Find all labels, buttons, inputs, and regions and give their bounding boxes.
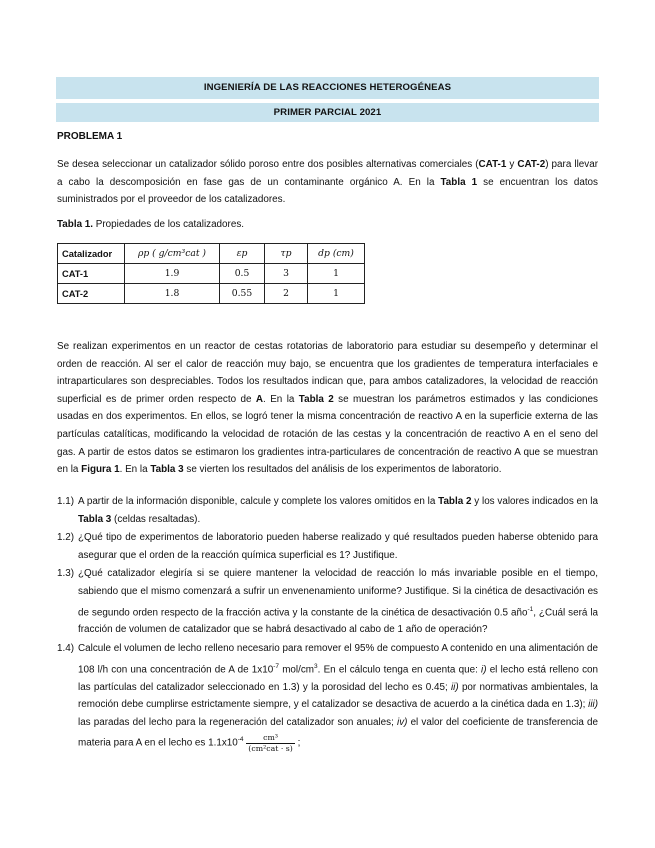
header-tortuosity: τp xyxy=(265,244,308,264)
document-subtitle: PRIMER PARCIAL 2021 xyxy=(56,103,599,122)
table-row xyxy=(58,264,365,284)
question-number: 1.1) xyxy=(57,496,75,507)
header-density: ρp ( g/cm³cat ) xyxy=(125,244,220,264)
header-catalizador: Catalizador xyxy=(58,244,125,264)
question-item: 1.4) Calcule el volumen de lecho relleno necesario para remover el 95% de compuesto A contenido en una alimentación de 108 l/h con una concentración de A de $1x10^{-7}$ mol/$cm^3$. En el cálculo tenga en cuenta que: i) el lecho está relleno con las partículas del catalizador seleccionado en 1.3) y la porosidad del lecho es 0.45; ii) por normativas ambientales, la remoción debe cumplirse estrictamente siempre, y el catalizador se desactiva de acuerdo a la cinética dada en 1.3); iii) las paradas del lecho para la regeneración del catalizador son anuales; iv) el valor del coeficiente de transferencia de materia para A en el lecho es $1.1x10^{-4}$ $\frac{\text{cm³}}{\text{(cm²cat · s)}}$ ; xyxy=(57,640,598,753)
cell-density: 1.9 xyxy=(125,264,220,284)
document-title: INGENIERÍA DE LAS REACCIONES HETEROGÉNEAS xyxy=(56,77,599,99)
question-number: 1.4) xyxy=(57,643,75,655)
cell-tortuosity: 3 xyxy=(265,264,308,284)
question-number: 1.2) xyxy=(57,532,75,544)
question-list xyxy=(57,493,598,755)
cell-tortuosity: 2 xyxy=(265,284,308,304)
question-number: 1.3) xyxy=(57,568,75,580)
question-item: 1.2) ¿Qué tipo de experimentos de laboratorio pueden haberse realizado y qué resultados pueden haberse obtenido para asegurar que el orden de la reacción química superficial es 1? Justifique. xyxy=(57,529,598,564)
cell-porosity: 0.5 xyxy=(220,264,265,284)
question-item: 1.3) ¿Qué catalizador elegiría si se quiere mantener la velocidad de reacción lo más invariable posible en el tiempo, sabiendo que el mismo comenzará a sufrir un envenenamiento uniforme? Justifique. Si la cinética de desactivación es de segundo orden respecto de la fracción activa y la constante de la cinética de desactivación 0.5 año$^{-1}$, ¿Cuál será la fracción de volumen de catalizador que se habrá desactivado al cabo de 1 año de operación? xyxy=(57,565,598,639)
experiments-paragraph: Se realizan experimentos en un reactor de cestas rotatorias de laboratorio para estudiar su desempeño y determinar el orden de reacción. Al ser el calor de reacción muy bajo, se encuentra que los gradientes de temperatura interfaciales e intraparticulares son despreciables. Todos los resultados indican que, para ambos catalizadores, la velocidad de reacción superficial es de primer orden respecto de A. En la Tabla 2 se muestran los parámetros estimados y las condiciones usadas en dos experimentos. En ellos, se logró tener la misma concentración de reactivo A en la superficie externa de las partículas catalíticas, modificando la velocidad de rotación de las cestas y la concentración de reactivo A en el seno del gas. A partir de estos datos se estimaron los gradientes intra-particulares de concentración de reactivo A que se muestran en la Figura 1. En la Tabla 3 se vierten los resultados del análisis de los experimentos de laboratorio. xyxy=(57,341,598,476)
header-diameter: dp (cm) xyxy=(308,244,365,264)
cell-density: 1.8 xyxy=(125,284,220,304)
table-header-row xyxy=(58,244,365,264)
table1-caption: Tabla 1. Propiedades de los catalizadores. xyxy=(57,219,245,230)
problem-heading: PROBLEMA 1 xyxy=(57,131,123,142)
header-porosity: εp xyxy=(220,244,265,264)
cell-porosity: 0.55 xyxy=(220,284,265,304)
mass-transfer-units: $\frac{\text{cm³}}{\text{(cm²cat · s)}}$ xyxy=(248,732,293,753)
cell-diameter: 1 xyxy=(308,264,365,284)
table-row xyxy=(58,284,365,304)
cell-catalyst: CAT-2 xyxy=(58,284,125,304)
question-item: 1.1) A partir de la información disponible, calcule y complete los valores omitidos en la Tabla 2 y los valores indicados en la Tabla 3 (celdas resaltadas). xyxy=(57,493,598,528)
cell-catalyst: CAT-1 xyxy=(58,264,125,284)
catalyst-properties-table xyxy=(57,243,365,304)
intro-paragraph: Se desea seleccionar un catalizador sólido poroso entre dos posibles alternativas comerciales (CAT-1 y CAT-2) para llevar a cabo la descomposición en fase gas de un contaminante orgánico A. En la Tabla 1 se encuentran los datos suministrados por el proveedor de los catalizadores. xyxy=(57,159,598,206)
cell-diameter: 1 xyxy=(308,284,365,304)
